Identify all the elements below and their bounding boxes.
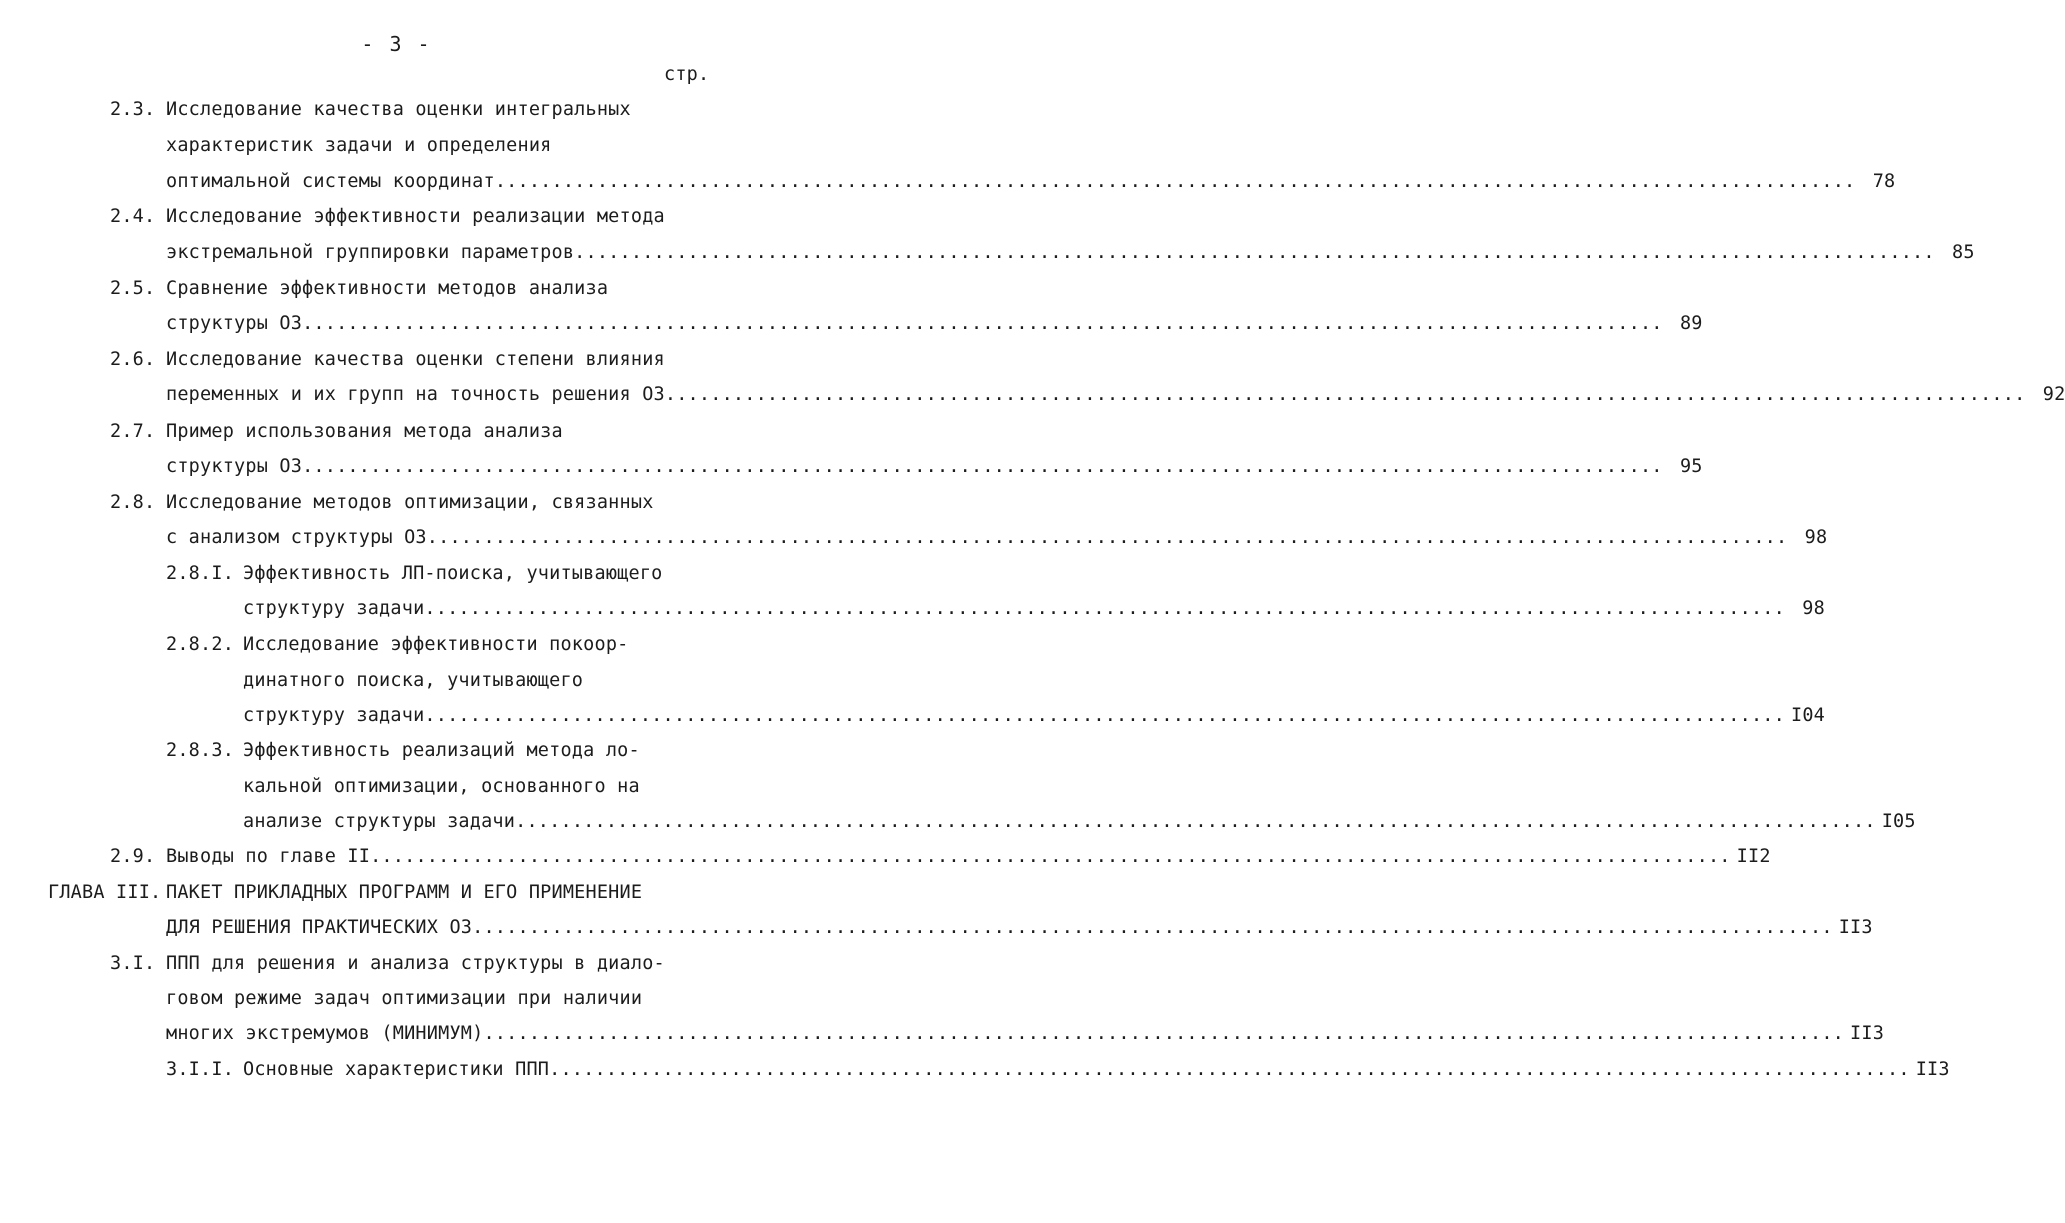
entry-line: Исследование качества оценки степени влияния <box>166 349 665 370</box>
section-number: 2.5. <box>110 278 156 299</box>
page-ref: 92 <box>2042 384 2065 405</box>
dot-leader: ........................................................................................................................ <box>549 1059 1910 1080</box>
entry-last-line <box>166 384 2065 405</box>
section-number: 2.8.2. <box>166 634 235 655</box>
entry-line: кальной оптимизации, основанного на <box>243 776 640 797</box>
section-number: 2.9. <box>110 846 156 867</box>
page-ref: I04 <box>1790 705 1825 726</box>
page-ref: II3 <box>1850 1023 1885 1044</box>
dot-leader: ........................................................................................................................ <box>424 598 1785 619</box>
section-number: 2.8. <box>110 492 156 513</box>
entry-last-line <box>243 1059 1950 1080</box>
page-ref: 85 <box>1952 242 1975 263</box>
entry-line: ДЛЯ РЕШЕНИЯ ПРАКТИЧЕСКИХ ОЗ <box>166 917 473 938</box>
entry-line: экстремальной группировки параметров <box>166 242 575 263</box>
dot-leader: ........................................................................................................................ <box>472 917 1833 938</box>
entry-line: Исследование качества оценки интегральных <box>166 99 631 120</box>
entry-line: Эффективность ЛП-поиска, учитывающего <box>243 563 663 584</box>
entry-last-line <box>166 242 1975 263</box>
entry-last-line <box>166 846 1771 867</box>
page-column-header: стр. <box>664 64 710 85</box>
entry-line: структуру задачи <box>243 705 425 726</box>
entry-line: оптимальной системы координат <box>166 171 495 192</box>
section-number: 2.6. <box>110 349 156 370</box>
section-number: 3.I.I. <box>166 1059 235 1080</box>
entry-line: ППП для решения и анализа структуры в диало- <box>166 953 665 974</box>
entry-line: говом режиме задач оптимизации при наличии <box>166 988 643 1009</box>
entry-line: характеристик задачи и определения <box>166 135 552 156</box>
section-number: 2.4. <box>110 206 156 227</box>
entry-last-line <box>166 527 1828 548</box>
entry-last-line <box>166 917 1873 938</box>
entry-line: Основные характеристики ППП <box>243 1059 550 1080</box>
entry-line: Пример использования метода анализа <box>166 421 563 442</box>
entry-line: с анализом структуры ОЗ <box>166 527 427 548</box>
entry-last-line <box>243 705 1825 726</box>
entry-line: Эффективность реализаций метода ло- <box>243 740 640 761</box>
entry-last-line <box>166 1023 1885 1044</box>
dot-leader: ........................................................................................................................ <box>426 527 1788 548</box>
entry-last-line <box>166 456 1703 477</box>
section-number: 2.3. <box>110 99 156 120</box>
entry-line: многих экстремумов (МИНИМУМ) <box>166 1023 484 1044</box>
entry-line: структуры ОЗ <box>166 313 303 334</box>
page-ref: II3 <box>1838 917 1873 938</box>
page-ref: II3 <box>1915 1059 1950 1080</box>
entry-line: Исследование методов оптимизации, связанных <box>166 492 654 513</box>
dot-leader: ........................................................................................................................ <box>574 242 1935 263</box>
dot-leader: ........................................................................................................................ <box>483 1023 1845 1044</box>
entry-last-line <box>166 171 1896 192</box>
entry-line: Сравнение эффективности методов анализа <box>166 278 609 299</box>
page-ref: 95 <box>1679 456 1703 477</box>
entry-line: анализе структуры задачи <box>243 811 516 832</box>
section-number: 2.8.3. <box>166 740 235 761</box>
entry-last-line <box>243 811 1916 832</box>
entry-line: структуру задачи <box>243 598 425 619</box>
entry-line: Исследование эффективности покоор- <box>243 634 629 655</box>
page-ref: 78 <box>1872 171 1896 192</box>
entry-line: динатного поиска, учитывающего <box>243 670 584 691</box>
dot-leader: ........................................................................................................................ <box>302 456 1663 477</box>
entry-line: Выводы по главе II <box>166 846 371 867</box>
chapter-number: ГЛАВА III. <box>48 882 162 903</box>
page-ref: II2 <box>1736 846 1771 867</box>
dot-leader: ........................................................................................................................ <box>515 811 1876 832</box>
entry-line: Исследование эффективности реализации метода <box>166 206 665 227</box>
section-number: 2.7. <box>110 421 156 442</box>
entry-line: переменных и их групп на точность решения ОЗ <box>166 384 665 405</box>
dot-leader: ........................................................................................................................ <box>370 846 1731 867</box>
dot-leader: ........................................................................................................................ <box>302 313 1663 334</box>
entry-line: структуры ОЗ <box>166 456 303 477</box>
section-number: 3.I. <box>110 953 156 974</box>
page-number: - 3 - <box>361 32 432 56</box>
page-ref: 98 <box>1804 527 1828 548</box>
section-number: 2.8.I. <box>166 563 235 584</box>
entry-last-line <box>243 598 1825 619</box>
page-ref: 98 <box>1802 598 1825 619</box>
dot-leader: ........................................................................................................................ <box>664 384 2026 405</box>
entry-last-line <box>166 313 1703 334</box>
entry-line: ПАКЕТ ПРИКЛАДНЫХ ПРОГРАММ И ЕГО ПРИМЕНЕНИЕ <box>166 882 643 903</box>
page-ref: 89 <box>1679 313 1703 334</box>
dot-leader: ........................................................................................................................ <box>494 171 1856 192</box>
dot-leader: ........................................................................................................................ <box>424 705 1785 726</box>
page-ref: I05 <box>1881 811 1916 832</box>
